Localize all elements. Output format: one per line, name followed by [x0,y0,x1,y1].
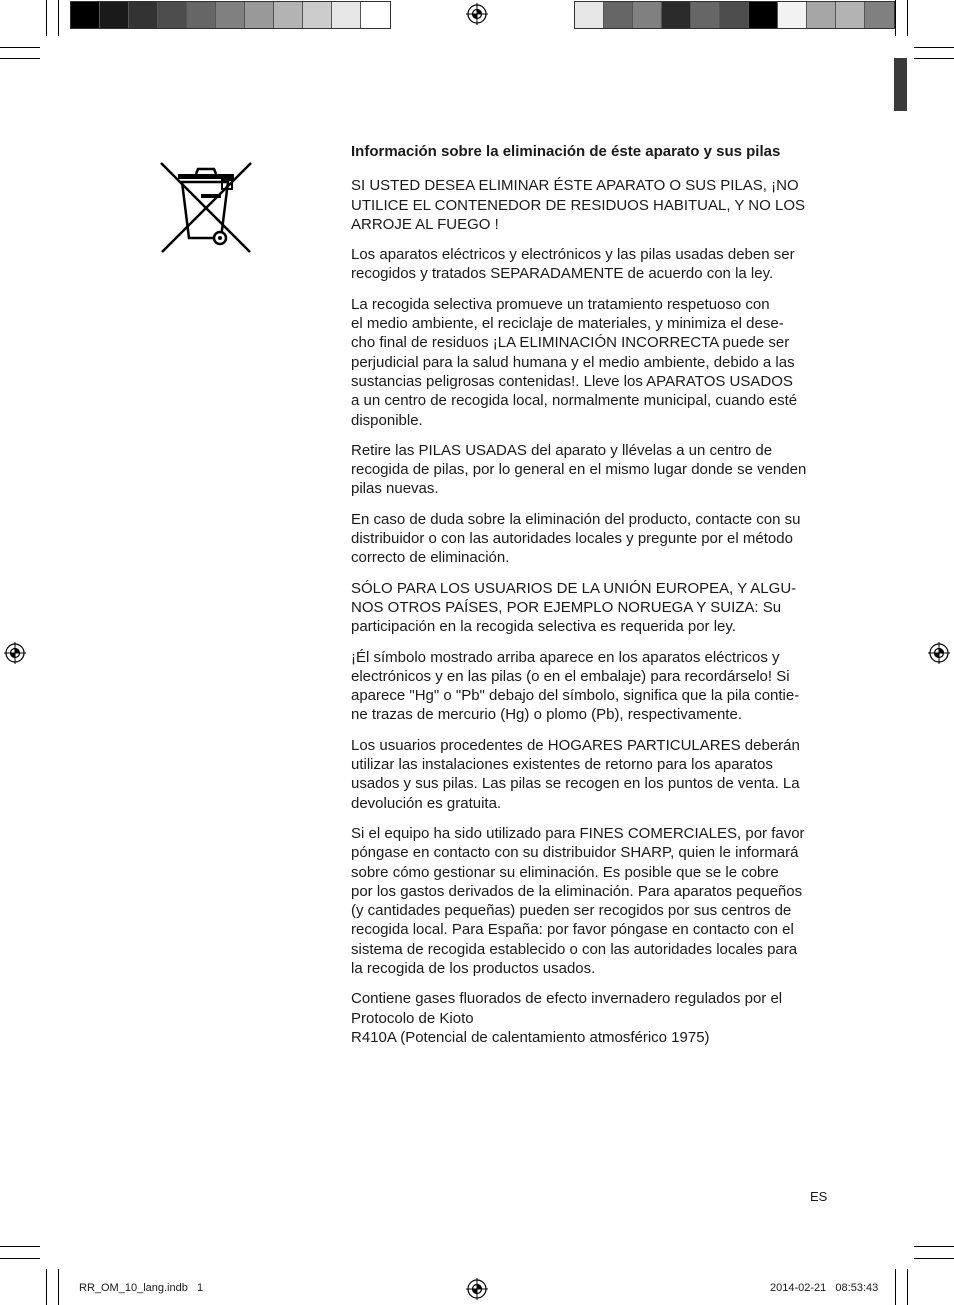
color-swatch [332,2,361,28]
color-swatch [216,2,245,28]
crop-mark [58,0,59,36]
text-line: sistema de recogida establecido o con las autoridades locales para [351,940,798,958]
color-swatch [303,2,332,28]
color-swatch [129,2,158,28]
color-swatch [662,2,691,28]
color-swatch [633,2,662,28]
text-line: Protocolo de Kioto [351,1009,474,1027]
text-line: Si el equipo ha sido utilizado para FINES COMERCIALES, por favor [351,824,805,842]
paragraph [351,736,841,813]
text-line: ARROJE AL FUEGO ! [351,215,499,233]
color-swatch [807,2,836,28]
section-tab [894,58,907,111]
paragraph [351,824,841,978]
text-line: sustancias peligrosas contenidas!. Lleve los APARATOS USADOS [351,372,793,390]
text-line: electrónicos y en las pilas (o en el embalaje) para recordárselo! Si [351,667,790,685]
paragraph [351,579,841,637]
text-line: distribuidor o con las autoridades locales y pregunte por el método [351,530,793,548]
crop-mark [914,47,954,48]
text-line: por los gastos derivados de la eliminación. Para aparatos pequeños [351,882,803,900]
text-line: SI USTED DESEA ELIMINAR ÉSTE APARATO O SUS PILAS, ¡NO [351,177,799,195]
text-line: ne trazas de mercurio (Hg) o plomo (Pb), respectivamente. [351,706,742,724]
crop-mark [907,0,908,36]
registration-mark-icon [928,642,950,664]
crop-mark [907,1269,908,1305]
color-swatch [274,2,303,28]
crossed-out-wheelie-bin-icon [158,160,254,256]
paragraph [351,648,841,725]
color-swatch [720,2,749,28]
color-swatch [749,2,778,28]
text-line: aparece "Hg" o "Pb" debajo del símbolo, significa que la pila contie- [351,687,800,705]
crop-mark [58,1269,59,1305]
slug-file-name: RR_OM_10_lang.indb 1 [79,1282,204,1294]
color-swatch [691,2,720,28]
color-bar-left [70,1,391,29]
text-line: recogida local. Para España: por favor póngase en contacto con el [351,921,794,939]
text-line: recogida de pilas, por lo general en el mismo lugar donde se venden [351,461,807,479]
crop-mark [0,1246,40,1247]
color-swatch [245,2,274,28]
registration-mark-icon [4,642,26,664]
text-line: Los usuarios procedentes de HOGARES PARTICULARES deberán [351,736,800,754]
crop-mark [895,0,896,36]
paragraph [351,989,841,1047]
text-line: a un centro de recogida local, normalmente municipal, cuando esté [351,392,798,410]
text-line: usados y sus pilas. Las pilas se recogen en los puntos de venta. La [351,775,800,793]
text-line: (y cantidades pequeñas) pueden ser recogidos por sus centros de [351,902,792,920]
crop-mark [895,1269,896,1305]
color-swatch [836,2,865,28]
color-swatch [361,2,390,28]
text-line: Los aparatos eléctricos y electrónicos y las pilas usadas deben ser [351,246,795,264]
color-swatch [604,2,633,28]
slug-timestamp: 2014-02-21 08:53:43 [770,1282,879,1294]
text-line: póngase en contacto con su distribuidor SHARP, quien le informará [351,844,799,862]
color-swatch [575,2,604,28]
crop-mark [914,58,954,59]
color-swatch [158,2,187,28]
text-line: la recogida de los productos usados. [351,959,596,977]
color-swatch [865,2,894,28]
text-line: Contiene gases fluorados de efecto invernadero regulados por el [351,990,783,1008]
paragraph [351,295,841,430]
color-swatch [778,2,807,28]
text-line: La recogida selectiva promueve un tratamiento respetuoso con [351,295,770,313]
paragraph [351,510,841,568]
text-line: ¡Él símbolo mostrado arriba aparece en los aparatos eléctricos y [351,648,780,666]
crop-mark [914,1246,954,1247]
section-heading: Información sobre la eliminación de éste aparato y sus pilas [351,143,781,160]
paragraph [351,176,841,234]
color-swatch [100,2,129,28]
registration-mark-icon [466,3,488,25]
text-line: SÓLO PARA LOS USUARIOS DE LA UNIÓN EUROPEA, Y ALGU- [351,579,797,597]
crop-mark [914,1258,954,1259]
text-line: Retire las PILAS USADAS del aparato y llévelas a un centro de [351,441,773,459]
crop-mark [0,47,40,48]
text-line: correcto de eliminación. [351,549,510,567]
text-line: pilas nuevas. [351,480,439,498]
text-line: UTILICE EL CONTENEDOR DE RESIDUOS HABITUAL, Y NO LOS [351,196,805,214]
paragraph [351,441,841,499]
text-line: NOS OTROS PAÍSES, POR EJEMPLO NORUEGA Y SUIZA: Su [351,598,782,616]
text-line: cho final de residuos ¡LA ELIMINACIÓN INCORRECTA puede ser [351,334,790,352]
crop-mark [46,0,47,36]
color-swatch [71,2,100,28]
text-line: R410A (Potencial de calentamiento atmosférico 1975) [351,1028,710,1046]
paragraph [351,245,841,284]
color-swatch [187,2,216,28]
text-line: perjudicial para la salud humana y el medio ambiente, debido a las [351,353,795,371]
text-line: devolución es gratuita. [351,794,502,812]
text-line: disponible. [351,411,423,429]
registration-mark-icon [466,1278,488,1300]
language-code: ES [810,1189,828,1204]
text-line: En caso de duda sobre la eliminación del producto, contacte con su [351,510,801,528]
body-paragraphs [351,176,841,1047]
crop-mark [0,58,40,59]
crop-mark [46,1269,47,1305]
text-line: participación en la recogida selectiva es requerida por ley. [351,618,736,636]
text-line: sobre cómo gestionar su eliminación. Es posible que se le cobre [351,863,779,881]
disposal-information [351,142,841,1058]
text-line: el medio ambiente, el reciclaje de materiales, y minimiza el dese- [351,315,784,333]
crop-mark [0,1258,40,1259]
text-line: utilizar las instalaciones existentes de retorno para los aparatos [351,756,773,774]
text-line: recogidos y tratados SEPARADAMENTE de acuerdo con la ley. [351,265,774,283]
color-bar-right [574,1,895,29]
